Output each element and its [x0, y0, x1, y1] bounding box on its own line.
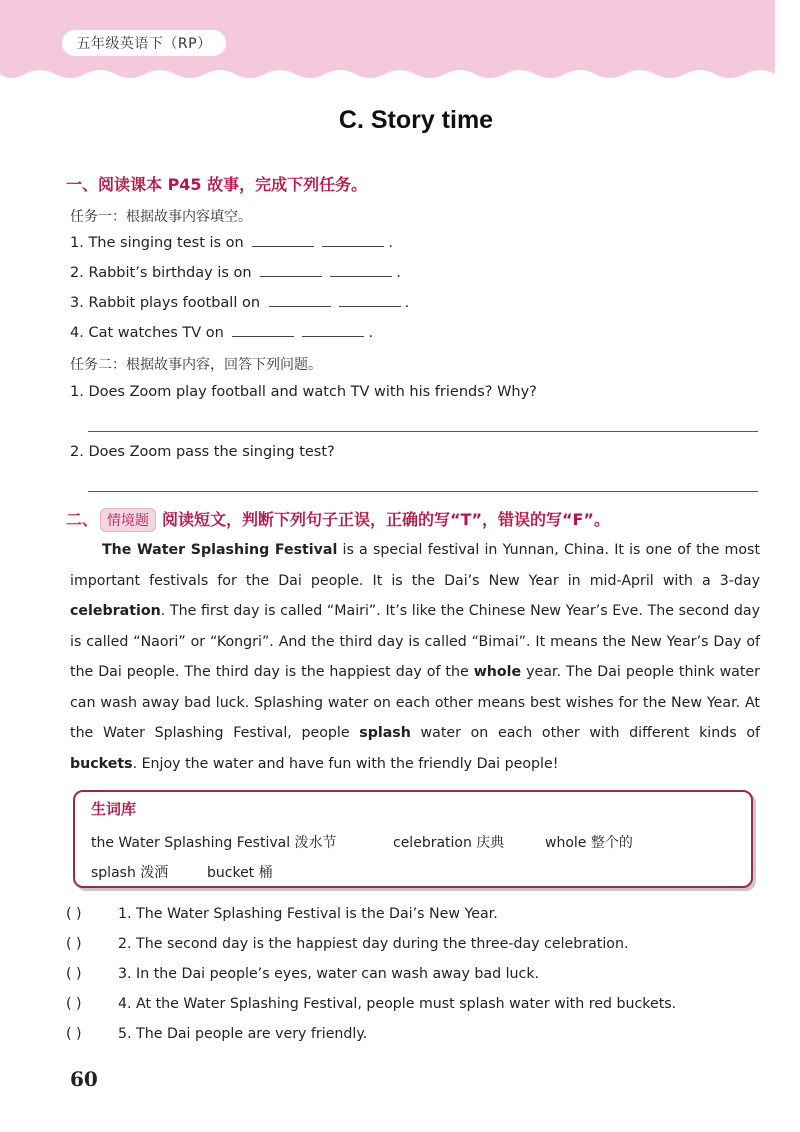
- statement-3: ( ) 3. In the Dai people’s eyes, water can wash away bad luck.: [66, 966, 540, 982]
- fill-item-1: 1. The singing test is on .: [70, 235, 393, 251]
- answer-parens[interactable]: ( ): [66, 1026, 82, 1042]
- task2-label: 任务二：根据故事内容，回答下列问题。: [70, 357, 322, 373]
- vocab-item: splash 泼洒: [91, 865, 169, 881]
- answer-parens[interactable]: ( ): [66, 906, 82, 922]
- answer-line-1[interactable]: [88, 431, 758, 432]
- vocab-item: whole 整个的: [545, 835, 633, 851]
- fill-item-4: 4. Cat watches TV on .: [70, 325, 374, 341]
- book-label: 五年级英语下（RP）: [62, 30, 226, 56]
- question-2: 2. Does Zoom pass the singing test?: [70, 444, 335, 460]
- scenario-tag: 情境题: [100, 508, 156, 532]
- section2-heading: 二、 情境题 阅读短文，判断下列句子正误，正确的写“T”，错误的写“F”。: [66, 507, 610, 532]
- answer-parens[interactable]: ( ): [66, 936, 82, 952]
- answer-blank[interactable]: [269, 294, 331, 307]
- statement-2: ( ) 2. The second day is the happiest day during the three-day celebration.: [66, 936, 629, 952]
- statement-5: ( ) 5. The Dai people are very friendly.: [66, 1026, 368, 1042]
- statement-4: ( ) 4. At the Water Splashing Festival, people must splash water with red buckets.: [66, 996, 677, 1012]
- page-title: C. Story time: [338, 106, 494, 134]
- question-1: 1. Does Zoom play football and watch TV with his friends? Why?: [70, 384, 537, 400]
- vocab-title: 生词库: [91, 800, 137, 818]
- answer-blank[interactable]: [339, 294, 401, 307]
- reading-passage: The Water Splashing Festival is a special festival in Yunnan, China. It is one of the most important festivals for the Dai people. It is the Dai’s New Year in mid-April with a 3-day celebration. The first day is called “Mairi”. It’s like the Chinese New Year’s Eve. The second day is called “Naori” or “Kongri”. And the third day is called “Bimai”. It means the New Year’s Day of the Dai people. The third day is the happiest day of the whole year. The Dai people think water can wash away bad luck. Splashing water on each other means best wishes for the New Year. At the Water Splashing Festival, people splash water on each other with different kinds of buckets. Enjoy the water and have fun with the friendly Dai people!: [70, 542, 761, 772]
- page-number: 60: [70, 1067, 98, 1091]
- vocab-box: [73, 790, 753, 888]
- answer-parens[interactable]: ( ): [66, 966, 82, 982]
- vocab-item: the Water Splashing Festival 泼水节: [91, 835, 337, 851]
- answer-blank[interactable]: [252, 234, 314, 247]
- section1-heading: 一、阅读课本 P45 故事，完成下列任务。: [66, 175, 368, 194]
- answer-blank[interactable]: [330, 264, 392, 277]
- header-band: [0, 0, 800, 92]
- answer-line-2[interactable]: [88, 491, 758, 492]
- fill-item-2: 2. Rabbit’s birthday is on .: [70, 265, 401, 281]
- answer-blank[interactable]: [232, 324, 294, 337]
- vocab-item: bucket 桶: [207, 865, 273, 881]
- fill-item-3: 3. Rabbit plays football on .: [70, 295, 410, 311]
- answer-parens[interactable]: ( ): [66, 996, 82, 1012]
- answer-blank[interactable]: [322, 234, 384, 247]
- task1-label: 任务一：根据故事内容填空。: [70, 209, 252, 225]
- vocab-item: celebration 庆典: [393, 835, 505, 851]
- statement-1: ( ) 1. The Water Splashing Festival is the Dai’s New Year.: [66, 906, 498, 922]
- answer-blank[interactable]: [302, 324, 364, 337]
- answer-blank[interactable]: [260, 264, 322, 277]
